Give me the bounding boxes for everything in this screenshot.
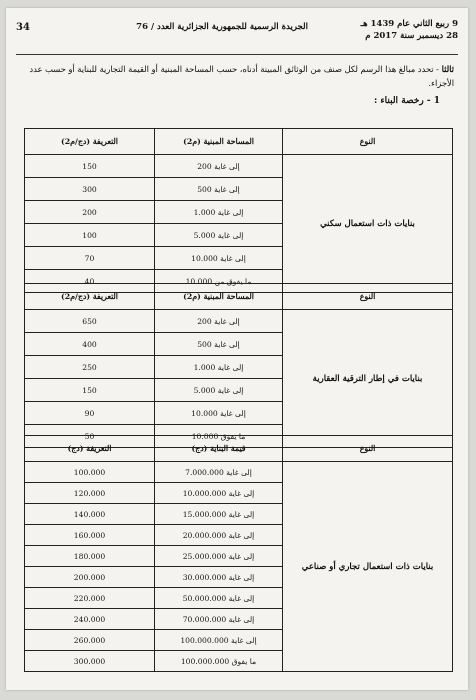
rate-cell: 260.000 xyxy=(25,630,155,651)
rate-cell: 100.000 xyxy=(25,462,155,483)
range-cell: إلى غاية 15.000.000 xyxy=(155,504,283,525)
range-cell: إلى غاية 10.000.000 xyxy=(155,483,283,504)
header-type: النوع xyxy=(283,436,453,462)
date-gregorian: 28 ديسمبر سنة 2017 م xyxy=(365,31,458,41)
page-header xyxy=(16,16,458,55)
rate-cell: 240.000 xyxy=(25,609,155,630)
rate-cell: 50 xyxy=(25,425,155,448)
fee-table-residential xyxy=(24,128,453,293)
range-cell: إلى غاية 10.000 xyxy=(155,247,283,270)
document-page xyxy=(6,8,468,690)
range-cell: إلى غاية 7.000.000 xyxy=(155,462,283,483)
rate-cell: 180.000 xyxy=(25,546,155,567)
rate-cell: 200 xyxy=(25,201,155,224)
rate-cell: 70 xyxy=(25,247,155,270)
rate-cell: 150 xyxy=(25,379,155,402)
range-cell: إلى غاية 70.000.000 xyxy=(155,609,283,630)
table-row xyxy=(25,462,453,483)
issue-date xyxy=(361,18,458,42)
range-cell: إلى غاية 10.000 xyxy=(155,402,283,425)
header-type: النوع xyxy=(283,284,453,310)
rate-cell: 400 xyxy=(25,333,155,356)
type-cell: بنايات ذات استعمال سكني xyxy=(283,155,453,293)
header-type: النوع xyxy=(283,129,453,155)
rate-cell: 150 xyxy=(25,155,155,178)
fee-table-commercial-industrial xyxy=(24,435,453,672)
page-number: 34 xyxy=(16,22,30,33)
range-cell: ما يفوق 10.000 xyxy=(155,425,283,448)
rate-cell: 200.000 xyxy=(25,567,155,588)
rate-cell: 650 xyxy=(25,310,155,333)
range-cell: ما يفوق من 10.000 xyxy=(155,270,283,293)
range-cell: إلى غاية 100.000.000 xyxy=(155,630,283,651)
rate-cell: 90 xyxy=(25,402,155,425)
table-row xyxy=(25,155,453,178)
range-cell: إلى غاية 5.000 xyxy=(155,224,283,247)
intro-lead: ثالثا xyxy=(441,64,454,74)
range-cell: إلى غاية 1.000 xyxy=(155,201,283,224)
rate-cell: 220.000 xyxy=(25,588,155,609)
range-cell: إلى غاية 200 xyxy=(155,310,283,333)
rate-cell: 300 xyxy=(25,178,155,201)
range-cell: إلى غاية 50.000.000 xyxy=(155,588,283,609)
fee-table-real-estate-promotion xyxy=(24,283,453,448)
rate-cell: 120.000 xyxy=(25,483,155,504)
section-title: 1 - رخصة البناء : xyxy=(373,96,440,106)
range-cell: إلى غاية 30.000.000 xyxy=(155,567,283,588)
range-cell: ما يفوق 100.000.000 xyxy=(155,651,283,672)
header-rate: التعريفة (دج/م2) xyxy=(25,284,155,310)
intro-text: - تحدد مبالغ هذا الرسم لكل صنف من الوثائق المبينة أدناه، حسب المساحة المبنية أو القيمة التجارية للبناية أو حسب عدد الأجزاء. xyxy=(29,64,454,88)
journal-title: الجريدة الرسمية للجمهورية الجزائرية العدد / 76 xyxy=(136,22,308,32)
header-area: المساحة المبنية (م2) xyxy=(155,129,283,155)
rate-cell: 40 xyxy=(25,270,155,293)
header-rate: التعريفة (دج) xyxy=(25,436,155,462)
range-cell: إلى غاية 25.000.000 xyxy=(155,546,283,567)
type-cell: بنايات ذات استعمال تجاري أو صناعي xyxy=(283,462,453,672)
range-cell: إلى غاية 500 xyxy=(155,178,283,201)
rate-cell: 160.000 xyxy=(25,525,155,546)
rate-cell: 300.000 xyxy=(25,651,155,672)
table-header-row xyxy=(25,284,453,310)
rate-cell: 250 xyxy=(25,356,155,379)
range-cell: إلى غاية 500 xyxy=(155,333,283,356)
table-header-row xyxy=(25,436,453,462)
header-value: قيمة البناية (دج) xyxy=(155,436,283,462)
intro-paragraph xyxy=(22,62,454,90)
table-header-row xyxy=(25,129,453,155)
range-cell: إلى غاية 5.000 xyxy=(155,379,283,402)
table-row xyxy=(25,310,453,333)
date-hijri: 9 ربيع الثاني عام 1439 هـ xyxy=(360,19,458,29)
rate-cell: 100 xyxy=(25,224,155,247)
range-cell: إلى غاية 1.000 xyxy=(155,356,283,379)
type-cell: بنايات في إطار الترقية العقارية xyxy=(283,310,453,448)
rate-cell: 140.000 xyxy=(25,504,155,525)
range-cell: إلى غاية 20.000.000 xyxy=(155,525,283,546)
range-cell: إلى غاية 200 xyxy=(155,155,283,178)
header-area: المساحة المبنية (م2) xyxy=(155,284,283,310)
header-rate: التعريفة (دج/م2) xyxy=(25,129,155,155)
